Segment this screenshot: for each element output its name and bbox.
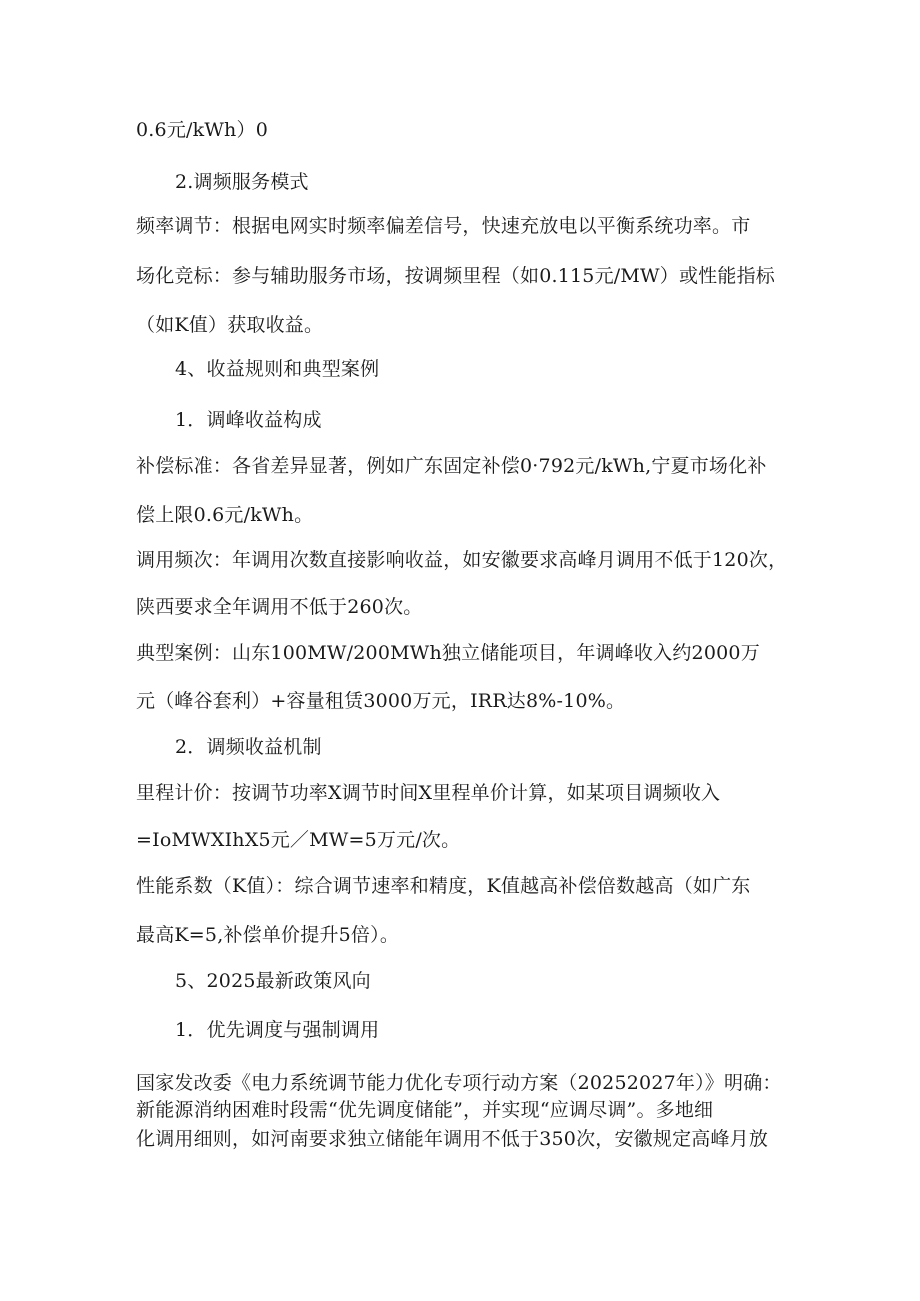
paragraph-policy-line-2: 新能源消纳困难时段需“优先调度储能”，并实现“应调尽调”。多地细 (136, 1099, 714, 1121)
paragraph-frequency-regulation-line-3: （如K值）获取收益。 (136, 314, 324, 336)
paragraph-dispatch-frequency-line-2: 陕西要求全年调用不低于260次。 (136, 596, 423, 618)
heading-revenue-rules: 4、收益规则和典型案例 (175, 358, 380, 380)
paragraph-dispatch-frequency-line-1: 调用频次：年调用次数直接影响收益，如安徽要求高峰月调用不低于120次， (136, 549, 788, 571)
paragraph-mileage-pricing-line-1: 里程计价：按调节功率X调节时间X里程单价计算，如某项目调频收入 (136, 782, 721, 804)
paragraph-mileage-pricing-line-2: =IoMWXIhX5元／MW=5万元/次。 (136, 829, 461, 851)
heading-2025-policy: 5、2025最新政策风向 (175, 970, 371, 992)
paragraph-performance-factor-line-2: 最高K=5,补偿单价提升5倍）。 (136, 924, 400, 946)
paragraph-policy-line-3: 化调用细则，如河南要求独立储能年调用不低于350次，安徽规定高峰月放 (136, 1128, 769, 1150)
text-line-continuation: 0.6元/kWh）0 (136, 119, 268, 141)
paragraph-policy-line-1: 国家发改委《电力系统调节能力优化专项行动方案（20252027年）》明确： (136, 1072, 782, 1094)
paragraph-compensation-line-1: 补偿标准：各省差异显著，例如广东固定补偿0·792元/kWh,宁夏市场化补 (136, 455, 767, 477)
paragraph-frequency-regulation-line-1: 频率调节：根据电网实时频率偏差信号，快速充放电以平衡系统功率。市 (136, 215, 751, 237)
subheading-priority-dispatch: 1．优先调度与强制调用 (175, 1019, 380, 1041)
subheading-frequency-revenue: 2．调频收益机制 (175, 736, 322, 758)
paragraph-typical-case-line-1: 典型案例：山东100MW/200MWh独立储能项目，年调峰收入约2000万 (136, 642, 760, 664)
paragraph-compensation-line-2: 偿上限0.6元/kWh。 (136, 504, 314, 526)
subheading-frequency-service-mode: 2.调频服务模式 (175, 171, 309, 193)
paragraph-frequency-regulation-line-2: 场化竞标：参与辅助服务市场，按调频里程（如0.115元/MW）或性能指标 (136, 265, 775, 287)
paragraph-performance-factor-line-1: 性能系数（K值）：综合调节速率和精度，K值越高补偿倍数越高（如广东 (136, 875, 751, 897)
paragraph-typical-case-line-2: 元（峰谷套利）+容量租赁3000万元，IRR达8%-10%。 (136, 690, 626, 712)
subheading-peak-revenue: 1．调峰收益构成 (175, 409, 322, 431)
